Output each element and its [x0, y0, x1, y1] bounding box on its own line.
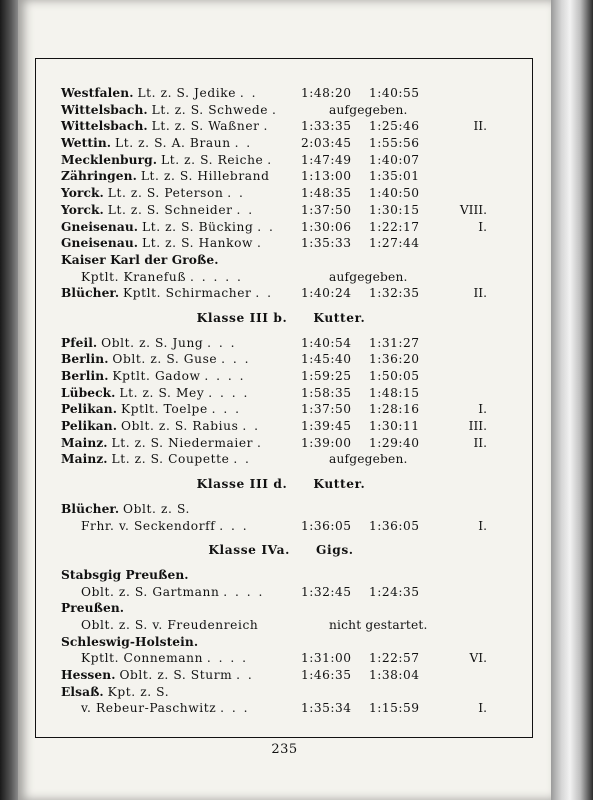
- corrected-time: 1:15:59: [369, 701, 420, 716]
- book-page: [18, 0, 551, 800]
- placing: II.: [473, 435, 487, 450]
- ship-name: Wittelsbach.: [61, 119, 148, 134]
- raw-time: 1:48:20: [301, 86, 352, 100]
- class-heading-boat-type: Kutter.: [313, 310, 366, 325]
- crew-name: Lt. z. S. Niedermaier: [111, 435, 254, 450]
- result-row: [61, 684, 501, 701]
- section-gap: [61, 302, 501, 310]
- corrected-time: 1:36:05: [369, 518, 420, 533]
- section-gap: [61, 327, 501, 335]
- result-row: [61, 451, 501, 468]
- crew-name: Kptlt. Schirmacher: [123, 286, 252, 301]
- crew-name: Oblt. z. S. Guse: [112, 352, 218, 367]
- crew-name: v. Rebeur-Paschwitz: [81, 701, 217, 716]
- result-row: [61, 252, 501, 269]
- raw-time: 1:58:35: [301, 385, 352, 400]
- dot-leader: . . . .: [208, 385, 250, 400]
- crew-name: Lt. z. S. Jedike: [137, 86, 237, 100]
- corrected-time: 1:24:35: [369, 584, 420, 599]
- result-row: [61, 269, 501, 286]
- raw-time: 1:48:35: [301, 186, 352, 201]
- ship-name: Berlin.: [61, 352, 109, 367]
- ship-name: Berlin.: [61, 369, 109, 383]
- dot-leader: . . . . .: [189, 269, 243, 284]
- raw-time: 1:39:00: [301, 435, 352, 450]
- corrected-time: 1:50:05: [369, 369, 420, 383]
- section-gap: [61, 559, 501, 567]
- class-heading-boat-type: Gigs.: [315, 543, 354, 558]
- dot-leader: . .: [236, 202, 255, 217]
- result-row: [61, 634, 501, 651]
- dot-leader: .: [263, 119, 270, 134]
- section-gap: [61, 468, 501, 476]
- corrected-time: 1:40:07: [369, 152, 420, 167]
- section-gap: [61, 534, 501, 542]
- placing: I.: [478, 219, 487, 234]
- ship-name: Stabsgig Preußen.: [61, 567, 189, 582]
- crew-name: Kptlt. Gadow: [112, 369, 201, 383]
- raw-time: 1:46:35: [301, 668, 352, 682]
- corrected-time: 1:29:40: [369, 435, 420, 450]
- book-spine: [551, 0, 593, 800]
- crew-name: Lt. z. S. Hankow: [142, 236, 254, 251]
- corrected-time: 1:28:16: [369, 402, 420, 417]
- result-row: [61, 584, 501, 601]
- ship-name: Mecklenburg.: [61, 152, 158, 167]
- ship-name: Blücher.: [61, 286, 120, 301]
- class-heading: [61, 310, 501, 327]
- ship-name: Lübeck.: [61, 385, 116, 400]
- raw-time: 1:45:40: [301, 352, 352, 367]
- crew-name: Lt. z. S. Coupette: [111, 452, 230, 467]
- placing: III.: [468, 419, 487, 434]
- dot-leader: .: [256, 435, 263, 450]
- corrected-time: 1:40:55: [369, 86, 420, 100]
- ship-name: Mainz.: [61, 435, 108, 450]
- crew-name: Lt. z. S. Waßner: [151, 119, 260, 134]
- class-heading-class: Klasse III b.: [196, 310, 288, 325]
- crew-name: Kpt. z. S.: [107, 684, 170, 699]
- ship-name: Pelikan.: [61, 419, 118, 434]
- status-note: nicht gestartet.: [329, 617, 428, 632]
- class-heading: [61, 542, 501, 559]
- result-row: [61, 617, 501, 634]
- dot-leader: . . . .: [206, 651, 249, 666]
- result-row: [61, 385, 501, 402]
- result-row: [61, 135, 501, 152]
- raw-time: 1:35:34: [301, 701, 352, 716]
- ship-name: Pelikan.: [61, 402, 118, 417]
- corrected-time: 1:36:20: [369, 352, 420, 367]
- result-row: [61, 600, 501, 617]
- ship-name: Wettin.: [61, 136, 112, 151]
- result-row: [61, 418, 501, 435]
- crew-name: Kptlt. Toelpe: [120, 402, 208, 417]
- class-heading-boat-type: Kutter.: [313, 477, 366, 492]
- ship-name: Elsaß.: [61, 684, 104, 699]
- ship-name: Gneisenau.: [61, 236, 139, 251]
- raw-time: 1:40:24: [301, 286, 352, 301]
- raw-time: 2:03:45: [301, 136, 352, 151]
- result-row: [61, 700, 501, 717]
- raw-time: 1:39:45: [301, 419, 352, 434]
- crew-name: Oblt. z. S.: [123, 501, 190, 516]
- corrected-time: 1:31:27: [369, 335, 420, 350]
- corrected-time: 1:48:15: [369, 385, 420, 400]
- result-row: [61, 435, 501, 452]
- dot-leader: . .: [234, 136, 253, 151]
- corrected-time: 1:27:44: [369, 236, 420, 251]
- result-row: [61, 401, 501, 418]
- placing: II.: [473, 119, 487, 134]
- result-row: [61, 152, 501, 169]
- crew-name: Kptlt. Kranefuß: [81, 269, 187, 284]
- corrected-time: 1:55:56: [369, 136, 420, 151]
- corrected-time: 1:35:01: [369, 169, 420, 184]
- result-row: [61, 185, 501, 202]
- crew-name: Oblt. z. S. Sturm: [119, 668, 233, 682]
- status-note: aufgegeben.: [329, 102, 408, 117]
- dot-leader: . . . .: [223, 584, 265, 599]
- raw-time: 1:31:00: [301, 651, 352, 666]
- dot-leader: . .: [257, 219, 275, 234]
- dot-leader: . . .: [219, 518, 249, 533]
- ship-name: Kaiser Karl der Große.: [61, 252, 219, 267]
- corrected-time: 1:32:35: [369, 286, 420, 301]
- raw-time: 1:13:00: [301, 169, 352, 184]
- result-row: [61, 351, 501, 368]
- crew-name: Oblt. z. S. v. Freudenreich: [81, 617, 259, 632]
- placing: VIII.: [459, 202, 487, 217]
- corrected-time: 1:22:17: [369, 219, 420, 234]
- corrected-time: 1:30:15: [369, 202, 420, 217]
- results-list: [61, 85, 501, 717]
- dot-leader: . . .: [220, 701, 250, 716]
- placing: II.: [473, 286, 487, 301]
- raw-time: 1:30:06: [301, 219, 352, 234]
- result-row: [61, 567, 501, 584]
- class-heading-class: Klasse IVa.: [208, 543, 290, 558]
- crew-name: Oblt. z. S. Jung: [101, 335, 204, 350]
- dot-leader: . .: [236, 668, 254, 682]
- ship-name: Yorck.: [61, 202, 104, 217]
- corrected-time: 1:25:46: [369, 119, 420, 134]
- crew-name: Kptlt. Connemann: [81, 651, 204, 666]
- ship-name: Preußen.: [61, 601, 125, 616]
- corrected-time: 1:38:04: [369, 668, 420, 682]
- result-row: [61, 368, 501, 385]
- placing: I.: [478, 402, 487, 417]
- dot-leader: . .: [239, 86, 258, 100]
- crew-name: Oblt. z. S. Rabius: [120, 419, 239, 434]
- dot-leader: . .: [242, 419, 260, 434]
- dot-leader: .: [271, 102, 278, 117]
- placing: I.: [478, 518, 487, 533]
- page-number: 235: [271, 742, 298, 757]
- corrected-time: 1:22:57: [369, 651, 420, 666]
- ship-name: Zähringen.: [61, 169, 137, 184]
- ship-name: Hessen.: [61, 668, 116, 682]
- raw-time: 1:37:50: [301, 402, 352, 417]
- status-note: aufgegeben.: [329, 452, 408, 467]
- result-row: [61, 118, 501, 135]
- ship-name: Schleswig-Holstein.: [61, 634, 199, 649]
- dot-leader: . . .: [207, 335, 237, 350]
- dot-leader: .: [256, 236, 263, 251]
- result-row: [61, 168, 501, 185]
- raw-time: 1:35:33: [301, 236, 352, 251]
- result-row: [61, 335, 501, 352]
- class-heading-class: Klasse III d.: [196, 477, 288, 492]
- scan-dark-edge: [0, 0, 18, 800]
- result-row: [61, 667, 501, 684]
- raw-time: 1:59:25: [301, 369, 352, 383]
- result-row: [61, 202, 501, 219]
- ship-name: Blücher.: [61, 501, 120, 516]
- status-note: aufgegeben.: [329, 269, 408, 284]
- raw-time: 1:32:45: [301, 584, 352, 599]
- dot-leader: .: [267, 152, 274, 167]
- dot-leader: . .: [233, 452, 251, 467]
- result-row: [61, 102, 501, 119]
- raw-time: 1:40:54: [301, 335, 352, 350]
- dot-leader: . .: [255, 286, 273, 301]
- raw-time: 1:36:05: [301, 518, 352, 533]
- result-row: [61, 518, 501, 535]
- ship-name: Mainz.: [61, 452, 108, 467]
- raw-time: 1:37:50: [301, 202, 352, 217]
- result-row: [61, 235, 501, 252]
- section-gap: [61, 493, 501, 501]
- result-row: [61, 501, 501, 518]
- crew-name: Lt. z. S. Peterson: [107, 186, 224, 201]
- corrected-time: 1:30:11: [369, 419, 420, 434]
- crew-name: Lt. z. S. Reiche: [161, 152, 264, 167]
- ship-name: Westfalen.: [61, 86, 134, 100]
- raw-time: 1:47:49: [301, 152, 352, 167]
- crew-name: Lt. z. S. A. Braun: [115, 136, 231, 151]
- dot-leader: . .: [227, 186, 245, 201]
- corrected-time: 1:40:50: [369, 186, 420, 201]
- result-row: [61, 219, 501, 236]
- class-heading: [61, 476, 501, 493]
- raw-time: 1:33:35: [301, 119, 352, 134]
- result-row: [61, 650, 501, 667]
- dot-leader: . . .: [221, 352, 251, 367]
- placing: I.: [478, 701, 487, 716]
- ship-name: Gneisenau.: [61, 219, 139, 234]
- ship-name: Pfeil.: [61, 335, 98, 350]
- result-row: [61, 285, 501, 302]
- ship-name: Wittelsbach.: [61, 102, 148, 117]
- crew-name: Lt. z. S. Bücking: [142, 219, 254, 234]
- placing: VI.: [469, 651, 487, 666]
- crew-name: Lt. z. S. Hillebrand: [140, 169, 270, 184]
- dot-leader: . . . .: [204, 369, 246, 383]
- crew-name: Oblt. z. S. Gartmann: [81, 584, 220, 599]
- ship-name: Yorck.: [61, 186, 104, 201]
- dot-leader: . . .: [211, 402, 242, 417]
- crew-name: Lt. z. S. Schwede: [151, 102, 269, 117]
- crew-name: Lt. z. S. Mey: [119, 385, 205, 400]
- crew-name: Lt. z. S. Schneider: [107, 202, 233, 217]
- result-row: [61, 85, 501, 102]
- crew-name: Frhr. v. Seckendorff: [81, 518, 216, 533]
